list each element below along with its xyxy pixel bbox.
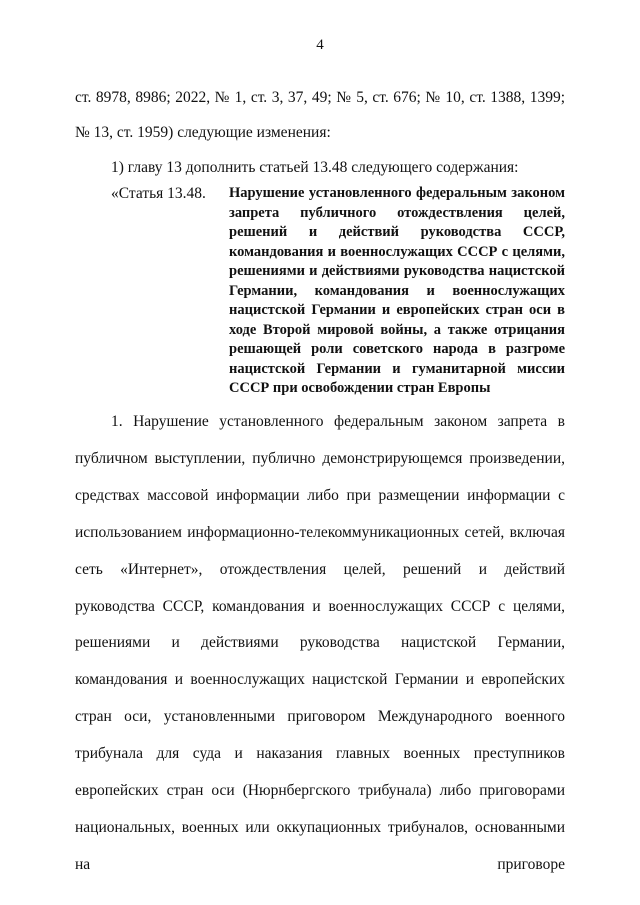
paragraph-article-part-1: 1. Нарушение установленного федеральным законом запрета в публичном выступлении, публично демонстрирующемся произведении, средствах массовой информации либо при размещении информации с использованием информационно-телекоммуникационных сетей, включая сеть «Интернет», отождествления целей, решений и действий руководства СССР, командования и военнослужащих СССР с целями, решениями и действиями руководства нацистской Германии, командования и военнослужащих нацистской Германии и европейских стран оси, установленными приговором Международного военного трибунала для суда и наказания главных военных преступников европейских стран оси (Нюрнбергского трибунала) либо приговорами национальных, военных или оккупационных трибуналов, основанными на приговоре — [75, 413, 565, 873]
page-number: 4 — [316, 37, 324, 53]
article-heading — [111, 184, 565, 399]
paragraph-continuation: ст. 8978, 8986; 2022, № 1, ст. 3, 37, 49; № 5, ст. 676; № 10, ст. 1388, 1399; № 13, ст. 1959) следующие изменения: — [75, 89, 565, 141]
paragraph-item-1: 1) главу 13 дополнить статьей 13.48 следующего содержания: — [111, 159, 519, 176]
article-title: Нарушение установленного федеральным законом запрета публичного отождествления целей, решений и действий руководства СССР, командования и военнослужащих СССР с целями, решениями и действиями руководства нацистской Германии, командования и военнослужащих нацистской Германии и европейских стран оси в ходе Второй мировой войны, а также отрицания решающей роли советского народа в разгроме нацистской Германии и гуманитарной миссии СССР при освобождении стран Европы — [229, 185, 565, 396]
article-number: «Статья 13.48. — [111, 185, 206, 202]
